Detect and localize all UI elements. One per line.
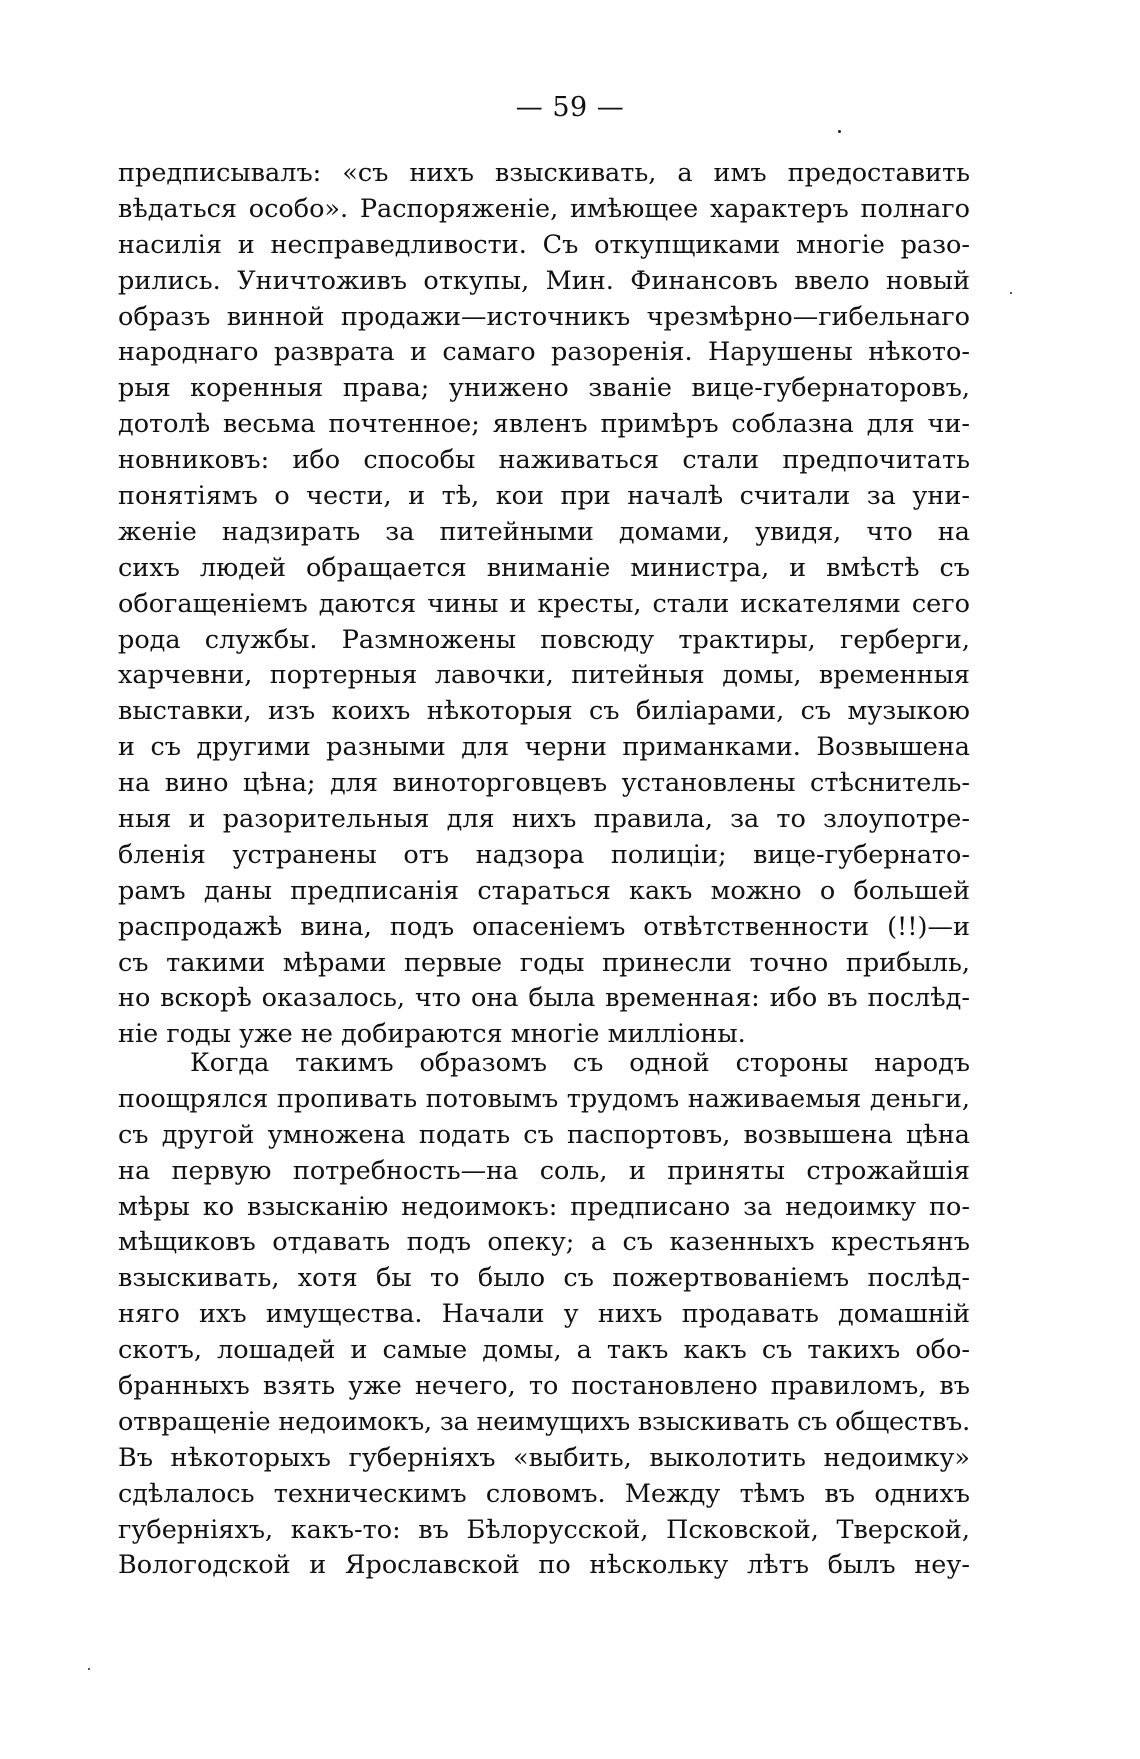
text-line: Вологодской и Ярославской по нѣскольку лѣтъ былъ неу- (118, 1550, 970, 1581)
print-speck (1010, 292, 1012, 294)
text-line: сдѣлалось техническимъ словомъ. Между тѣмъ въ однихъ (118, 1478, 970, 1509)
text-line: рились. Уничтоживъ откупы, Мин. Финансовъ ввело новый (118, 265, 970, 296)
text-line: на вино цѣна; для виноторговцевъ установлены стѣснитель- (118, 768, 970, 799)
text-line: бранныхъ взять уже нечего, то постановлено правиломъ, въ (118, 1371, 970, 1402)
text-line: распродажѣ вина, подъ опасеніемъ отвѣтственности (!!)—и (118, 911, 970, 942)
text-line: поощрялся пропивать потовымъ трудомъ наживаемыя деньги, (118, 1083, 970, 1114)
text-line: обогащеніемъ даются чины и кресты, стали искателями сего (118, 588, 970, 619)
text-line: дотолѣ весьма почтенное; явленъ примѣръ соблазна для чи- (118, 409, 970, 440)
page-number: — 59 — (515, 92, 625, 123)
text-line: вѣдаться особо». Распоряженіе, имѣющее характеръ полнаго (118, 193, 970, 224)
text-line: женіе надзирать за питейными домами, увидя, что на (118, 516, 970, 547)
text-line: и съ другими разными для черни приманками. Возвышена (118, 732, 970, 763)
text-line: предписывалъ: «съ нихъ взыскивать, а имъ предоставить (118, 158, 970, 188)
text-line: ніе годы уже не добираются многіе милліоны. (118, 1019, 746, 1050)
text-line: сихъ людей обращается вниманіе министра, и вмѣстѣ съ (118, 552, 970, 583)
text-line: губерніяхъ, какъ-то: въ Бѣлорусской, Псковской, Тверской, (118, 1514, 970, 1545)
text-line: ныя и разорительныя для нихъ правила, за то злоупотре- (118, 804, 970, 835)
text-line: съ другой умножена подать съ паспортовъ, возвышена цѣна (118, 1119, 970, 1150)
text-line: мѣщиковъ отдавать подъ опеку; а съ казенныхъ крестьянъ (118, 1227, 970, 1258)
text-line: понятіямъ о чести, и тѣ, кои при началѣ считали за уни- (118, 481, 970, 512)
text-line: няго ихъ имущества. Начали у нихъ продавать домашній (118, 1299, 970, 1330)
text-line: выставки, изъ коихъ нѣкоторыя съ биліарами, съ музыкою (118, 696, 970, 727)
text-line: отвращеніе недоимокъ, за неимущихъ взыскивать съ обществъ. (118, 1406, 970, 1437)
print-speck (838, 130, 841, 133)
text-line: бленія устранены отъ надзора полиціи; вице-губернато- (118, 839, 970, 870)
text-line: но вскорѣ оказалось, что она была временная: ибо въ послѣд- (118, 983, 970, 1014)
text-line: образъ винной продажи—источникъ чрезмѣрно—гибельнаго (118, 301, 970, 332)
text-line: взыскивать, хотя бы то было съ пожертвованіемъ послѣд- (118, 1263, 970, 1294)
text-line: съ такими мѣрами первые годы принесли точно прибыль, (118, 947, 970, 978)
text-line: мѣры ко взысканію недоимокъ: предписано за недоимку по- (118, 1191, 970, 1222)
text-line: рыя коренныя права; унижено званіе вице-губернаторовъ, (118, 373, 970, 404)
text-line: новниковъ: ибо способы наживаться стали предпочитать (118, 445, 970, 476)
text-line: Въ нѣкоторыхъ губерніяхъ «выбить, выколотить недоимку» (118, 1442, 970, 1473)
text-line: на первую потребность—на соль, и приняты строжайшія (118, 1155, 970, 1186)
print-speck (88, 1668, 90, 1670)
text-line: скотъ, лошадей и самые домы, а такъ какъ съ такихъ обо- (118, 1335, 970, 1366)
paragraph-1 (118, 156, 970, 1053)
text-line: насилія и несправедливости. Съ откупщиками многіе разо- (118, 229, 970, 260)
paragraph-2 (118, 1046, 970, 1584)
text-line: рамъ даны предписанія стараться какъ можно о большей (118, 875, 970, 906)
text-line: Когда такимъ образомъ съ одной стороны народъ (190, 1048, 970, 1078)
text-line: народнаго разврата и самаго разоренія. Нарушены нѣкото- (118, 337, 970, 368)
text-line: харчевни, портерныя лавочки, питейныя домы, временныя (118, 660, 970, 691)
text-line: рода службы. Размножены повсюду трактиры, герберги, (118, 624, 970, 655)
